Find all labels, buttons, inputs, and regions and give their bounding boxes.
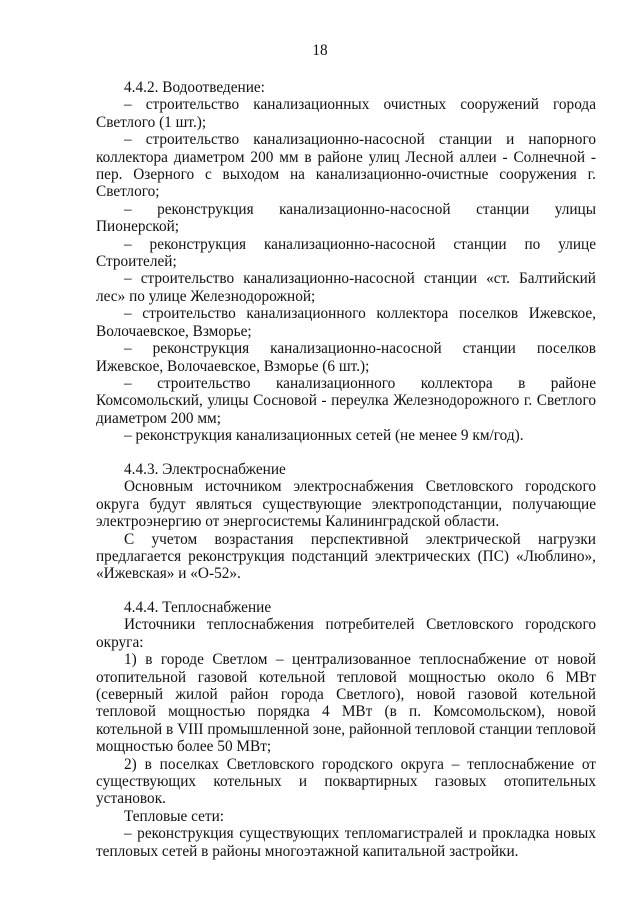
- section-4-4-3: [96, 461, 596, 583]
- list-item: – реконструкция канализационно-насосной станции по улице Строителей;: [96, 235, 596, 271]
- paragraph: Источники теплоснабжения потребителей Светловского городского округа:: [96, 616, 596, 651]
- list-item: – реконструкция канализационно-насосной станции поселков Ижевское, Волочаевское, Взморье (6 шт.);: [96, 340, 596, 375]
- section-heading: 4.4.3. Электроснабжение: [124, 461, 286, 478]
- page-number: 18: [312, 42, 328, 59]
- section-heading: 4.4.2. Водоотведение:: [124, 79, 265, 96]
- list-item: – строительство канализационного коллектора в районе Комсомольский, улицы Сосновой - переулка Железнодорожного г. Светлого диаметром 200 мм;: [96, 374, 596, 427]
- list-item: – реконструкция существующих тепломагистралей и прокладка новых тепловых сетей в районы многоэтажной капитальной застройки.: [96, 825, 596, 860]
- list-item: 2) в поселках Светловского городского округа – теплоснабжение от существующих котельных и поквартирных газовых отопительных установок.: [96, 755, 596, 808]
- paragraph: Основным источником электроснабжения Светловского городского округа будут являться существующие электроподстанции, получающие электроэнергию от энергосистемы Калининградской области.: [96, 478, 596, 531]
- list-item: 1) в городе Светлом – централизованное теплоснабжение от новой отопительной газовой котельной тепловой мощностью около 6 МВт (северный жилой район города Светлого), новой газовой котельной тепловой мощностью порядка 4 МВт (в п. Комсомольском), новой котельной в VIII промышленной зоне, районной тепловой станции тепловой мощностью более 50 МВт;: [96, 651, 596, 756]
- paragraph: С учетом возрастания перспективной электрической нагрузки предлагается реконструкция подстанций электрических (ПС) «Люблино», «Ижевская» и «О-52».: [96, 530, 596, 583]
- list-item: – строительство канализационных очистных сооружений города Светлого (1 шт.);: [96, 96, 596, 131]
- section-4-4-4: [96, 599, 596, 860]
- list-item: – реконструкция канализационных сетей (не менее 9 км/год).: [124, 427, 524, 445]
- list-item: – реконструкция канализационно-насосной станции улицы Пионерской;: [96, 200, 596, 236]
- list-item: – строительство канализационно-насосной станции «ст. Балтийский лес» по улице Железнодорожной;: [96, 270, 596, 305]
- list-item: – строительство канализационного коллектора поселков Ижевское, Волочаевское, Взморье;: [96, 305, 596, 340]
- list-item: – строительство канализационно-насосной станции и напорного коллектора диаметром 200 мм в районе улиц Лесной аллеи - Солнечной - пер. Озерного с выходом на канализационно-очистные сооружения г. Светлого;: [96, 131, 596, 201]
- section-4-4-2: [96, 79, 596, 445]
- paragraph: Тепловые сети:: [124, 807, 225, 825]
- section-heading: 4.4.4. Теплоснабжение: [124, 599, 272, 616]
